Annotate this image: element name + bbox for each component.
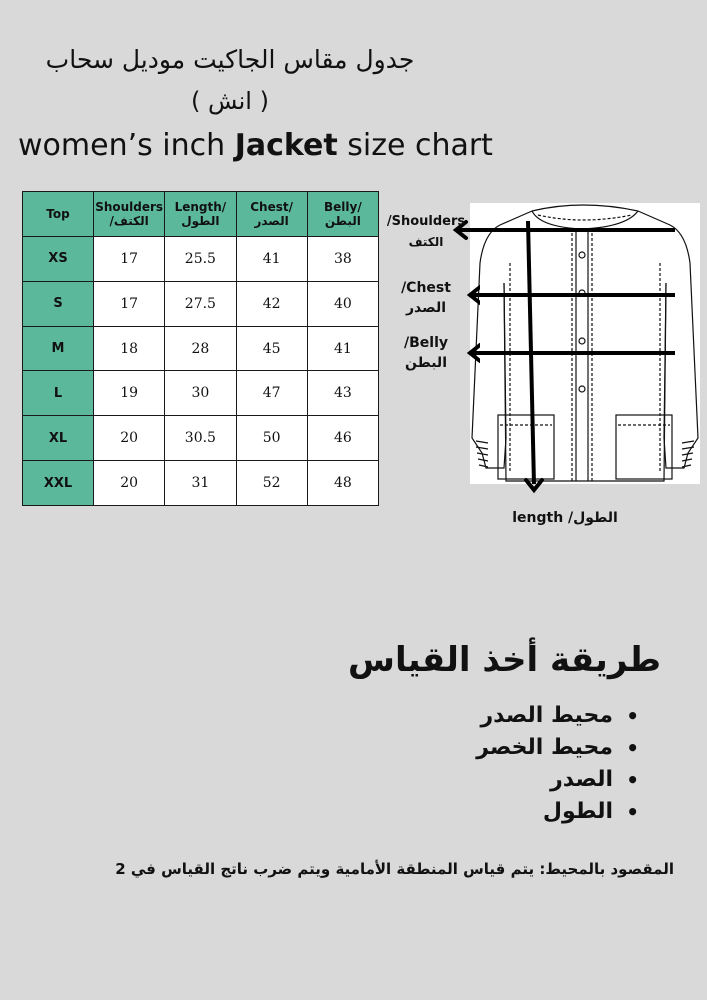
table-cell: 19 — [94, 371, 165, 416]
table-cell: 41 — [307, 326, 378, 371]
title-arabic: جدول مقاس الجاكيت موديل سحاب — [45, 45, 415, 74]
label-shoulders-en: /Shoulders — [386, 214, 466, 229]
table-cell: 41 — [236, 237, 307, 282]
list-item: • الصدر — [476, 764, 639, 796]
table-cell: 45 — [236, 326, 307, 371]
table-row — [23, 281, 379, 326]
size-label: XS — [23, 237, 94, 282]
table-cell: 46 — [307, 416, 378, 461]
header-top: Top — [23, 192, 94, 237]
table-cell: 40 — [307, 281, 378, 326]
bullet-icon: • — [626, 800, 639, 824]
bullet-icon: • — [626, 736, 639, 760]
title-en-bold: Jacket — [234, 128, 338, 163]
table-cell: 20 — [94, 416, 165, 461]
table-cell: 30 — [165, 371, 236, 416]
table-cell: 50 — [236, 416, 307, 461]
label-length: length /الطول — [512, 510, 618, 526]
header-length: Length/ الطول — [165, 192, 236, 237]
label-belly-en: /Belly — [403, 335, 448, 351]
how-to-measure-list — [476, 700, 639, 828]
table-cell: 17 — [94, 281, 165, 326]
label-belly-ar: البطن — [404, 355, 447, 371]
table-cell: 30.5 — [165, 416, 236, 461]
table-cell: 17 — [94, 237, 165, 282]
label-shoulders-ar: الكتف — [408, 235, 444, 249]
list-item: • الطول — [476, 796, 639, 828]
list-item: • محيط الخصر — [476, 732, 639, 764]
table-cell: 38 — [307, 237, 378, 282]
title-english — [18, 126, 493, 166]
size-label: M — [23, 326, 94, 371]
measurement-note: المقصود بالمحيط: يتم قياس المنطقة الأمامية ويتم ضرب ناتج القياس في 2 — [115, 860, 674, 878]
table-row — [23, 371, 379, 416]
table-row — [23, 416, 379, 461]
table-cell: 18 — [94, 326, 165, 371]
label-shoulders — [383, 212, 469, 252]
label-chest-en: /Chest — [401, 280, 451, 296]
table-cell: 52 — [236, 461, 307, 506]
bullet-icon: • — [626, 704, 639, 728]
how-to-measure-title: طريقة أخذ القياس — [348, 640, 661, 680]
list-item: • محيط الصدر — [476, 700, 639, 732]
table-cell: 20 — [94, 461, 165, 506]
table-cell: 25.5 — [165, 237, 236, 282]
label-chest — [396, 278, 456, 318]
header-chest: Chest/ الصدر — [236, 192, 307, 237]
table-cell: 42 — [236, 281, 307, 326]
table-header-row — [23, 192, 379, 237]
table-cell: 43 — [307, 371, 378, 416]
title-unit: ( انش ) — [191, 87, 269, 115]
size-label: XL — [23, 416, 94, 461]
table-cell: 47 — [236, 371, 307, 416]
table-cell: 27.5 — [165, 281, 236, 326]
table-row — [23, 461, 379, 506]
label-chest-ar: الصدر — [406, 300, 446, 316]
jacket-diagram — [470, 203, 700, 484]
bullet-icon: • — [626, 768, 639, 792]
size-table — [22, 191, 379, 506]
jacket-illustration — [470, 203, 700, 484]
table-cell: 31 — [165, 461, 236, 506]
table-row — [23, 326, 379, 371]
size-label: XXL — [23, 461, 94, 506]
table-cell: 48 — [307, 461, 378, 506]
arrow-length-icon — [520, 470, 550, 498]
label-belly — [396, 333, 456, 373]
title-en-prefix: women’s inch — [18, 128, 235, 163]
size-label: S — [23, 281, 94, 326]
title-en-suffix: size chart — [337, 128, 493, 163]
size-label: L — [23, 371, 94, 416]
table-cell: 28 — [165, 326, 236, 371]
table-row — [23, 237, 379, 282]
header-belly: Belly/ البطن — [307, 192, 378, 237]
header-shoulders: Shoulders الكتف/ — [94, 192, 165, 237]
